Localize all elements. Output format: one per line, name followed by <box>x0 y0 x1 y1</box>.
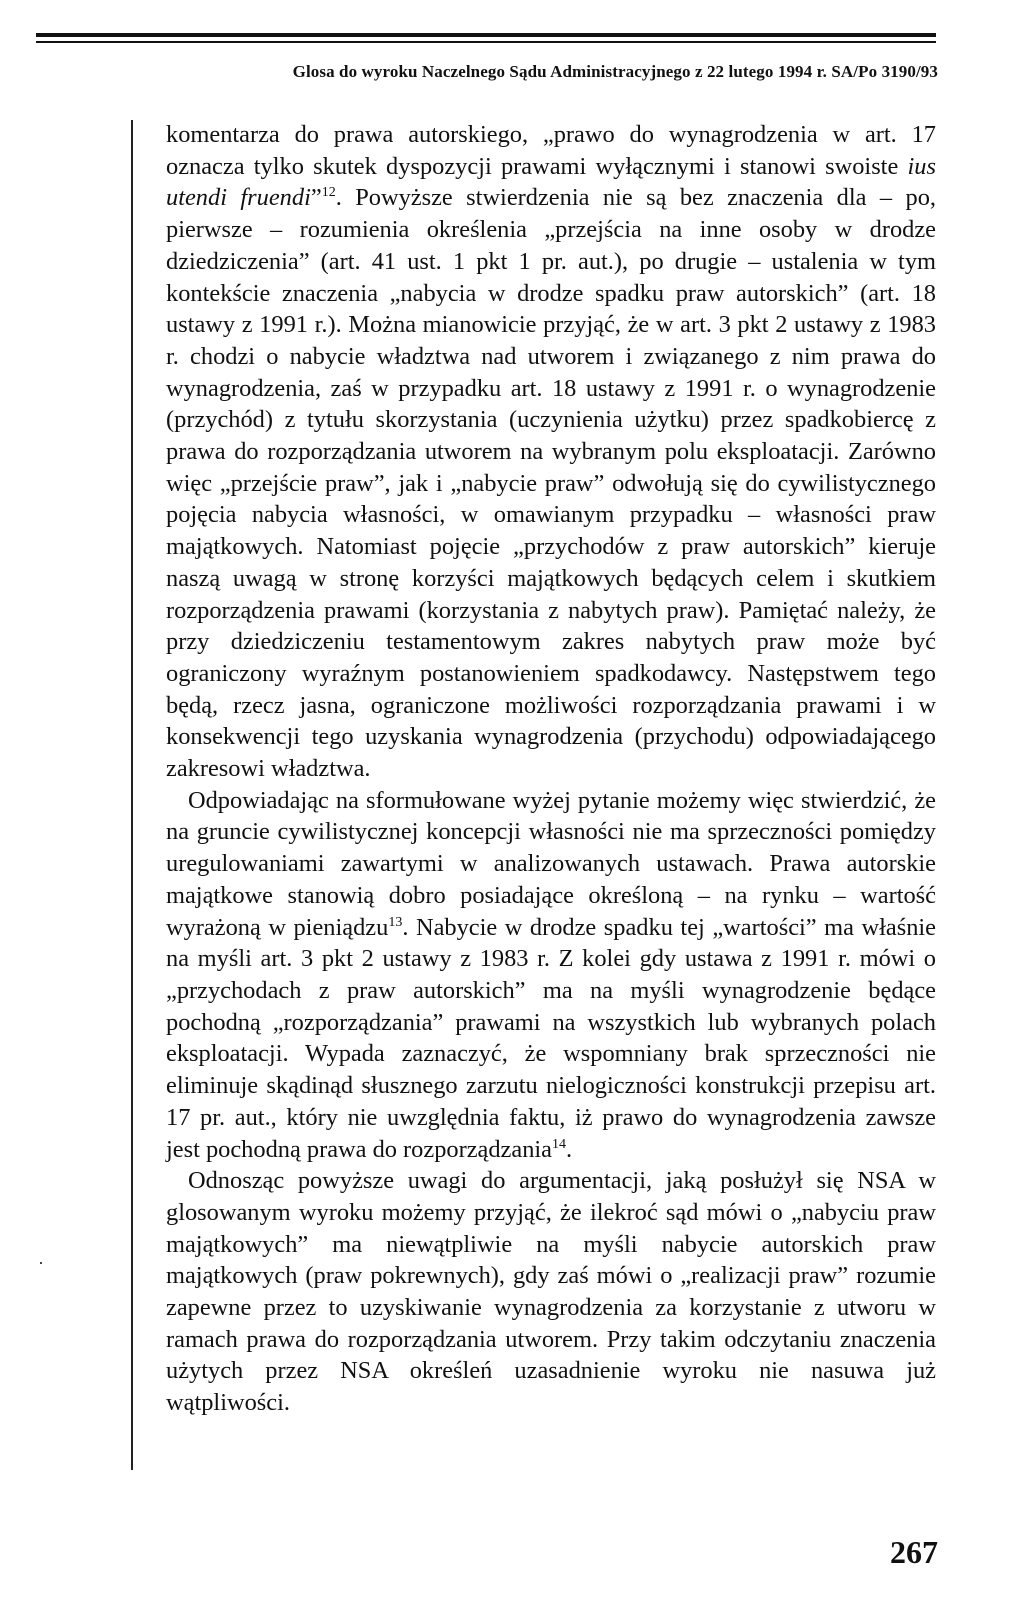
p2-text-a: Odpowiadając na sformułowane wyżej pytanie możemy więc stwierdzić, że na gruncie cywilistycznej koncepcji własności nie ma sprzeczności pomiędzy uregulowaniami zawartymi w analizowanych ustawach. Prawa autorskie majątkowe stanowią dobro posiadające określoną – na rynku – wartość wyrażoną w pieniądzu <box>166 786 936 941</box>
p1-italic-phrase: ius utendi fruendi <box>166 152 936 212</box>
paragraph-1 <box>166 119 936 785</box>
body-text <box>166 119 936 1419</box>
footnote-ref-14: 14 <box>552 1136 567 1152</box>
p1-text-e: . Powyższe stwierdzenia nie są bez znaczenia dla – po, pierwsze – rozumienia określenia „przejścia na inne osoby w drodze dziedziczenia” (art. 41 ust. 1 pkt 1 pr. aut.), po drugie – ustalenia w tym kontekście znaczenia „nabycia w drodze spadku praw autorskich” (art. 18 ustawy z 1991 r.). Można mianowicie przyjąć, że w art. 3 pkt 2 ustawy z 1983 r. chodzi o nabycie władztwa nad utworem i związanego z nim prawa do wynagrodzenia, zaś w przypadku art. 18 ustawy z 1991 r. o wynagrodzenie (przychód) z tytułu skorzystania (uczynienia użytku) przez spadkobiercę z prawa do rozporządzania utworem na wybranym polu eksploatacji. Zarówno więc „przejście praw”, jak i „nabycie praw” odwołują się do cywilistycznego pojęcia nabycia własności, w omawianym przypadku – własności praw majątkowych. Natomiast pojęcie „przychodów z praw autorskich” kieruje naszą uwagą w stronę korzyści majątkowych będących celem i skutkiem rozporządzenia prawami (korzystania z nabytych praw). Pamiętać należy, że przy dziedziczeniu testamentowym zakres nabytych praw może być ograniczony wyraźnym postanowieniem spadkodawcy. Następstwem tego będą, rzecz jasna, ograniczone możliwości rozporządzania prawami i w konsekwencji tego uzyskania wynagrodzenia (przychodu) odpowiadającego zakresowi władztwa. <box>166 184 936 783</box>
header-rule-thick <box>36 33 936 37</box>
margin-bar <box>131 120 133 1470</box>
footnote-ref-13: 13 <box>388 914 403 930</box>
p3-text-a: Odnosząc powyższe uwagi do argumentacji, jaką posłużył się NSA w glosowanym wyroku możemy przyjąć, że ilekroć sąd mówi o „nabyciu praw majątkowych” ma niewątpliwie na myśli nabycie autorskich praw majątkowych (praw pokrewnych), gdy zaś mówi o „realizacji praw” rozumie zapewne przez to uzyskiwanie wynagrodzenia za korzystanie z utworu w ramach prawa do rozporządzania utworem. Przy takim odczytaniu znaczenia użytych przez NSA określeń uzasadnienie wyroku nie nasuwa już wątpliwości. <box>166 1167 936 1417</box>
p1-text-a: komentarza do prawa autorskiego, „prawo do wynagrodzenia w art. 17 oznacza tylko skutek dyspozycji prawami wyłącznymi i stanowi swoiste <box>166 121 936 180</box>
p1-text-c: ” <box>310 184 322 212</box>
p2-text-c: . Nabycie w drodze spadku tej „wartości” ma właśnie na myśli art. 3 pkt 2 ustawy z 1983 r. Z kolei gdy ustawa z 1991 r. mówi o „przychodach z praw autorskich” ma na myśli wynagrodzenie będące pochodną „rozporządzania” prawami na wszystkich lub wybranych polach eksploatacji. Wypada zaznaczyć, że wspomniany brak sprzeczności nie eliminuje skądinąd słusznego zarzutu nielogiczności konstrukcji przepisu art. 17 pr. aut., który nie uwzględnia faktu, iż prawo do wynagrodzenia zawsze jest pochodną prawa do rozporządzania <box>166 913 937 1163</box>
running-head: Glosa do wyroku Naczelnego Sądu Administracyjnego z 22 lutego 1994 r. SA/Po 3190/93 <box>292 62 938 81</box>
header-rule-thin <box>36 41 936 43</box>
paragraph-2 <box>166 785 936 1165</box>
p2-text-e: . <box>566 1135 573 1163</box>
footnote-ref-12: 12 <box>321 185 336 201</box>
scan-speck <box>40 1262 42 1264</box>
page-number: 267 <box>890 1534 938 1570</box>
paragraph-3 <box>166 1165 936 1419</box>
